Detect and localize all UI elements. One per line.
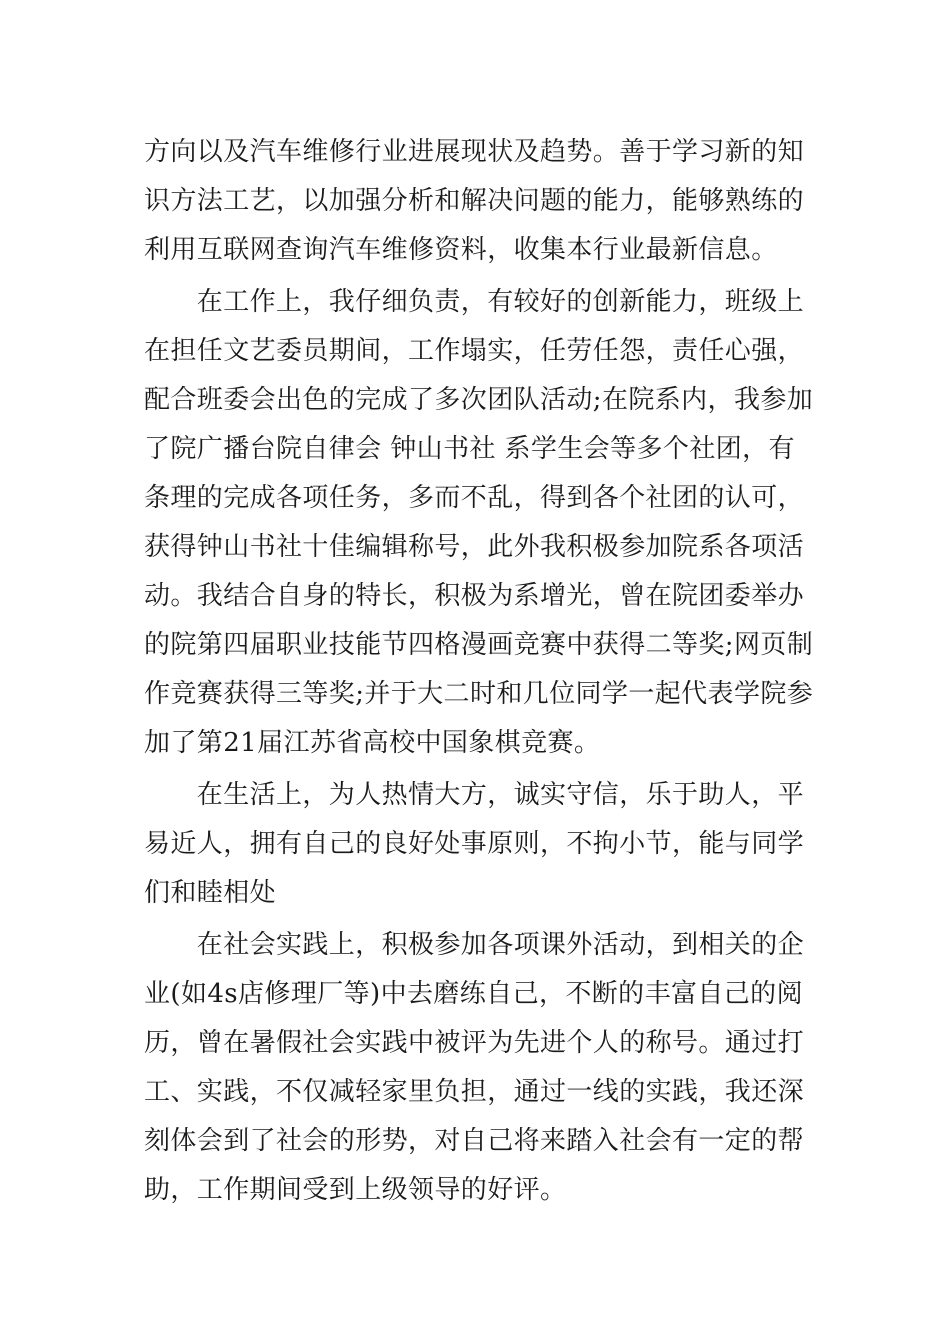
text-line: 们和睦相处 xyxy=(144,878,277,908)
text-line: 了院广播台院自律会 钟山书社 系学生会等多个社团，有 xyxy=(144,434,795,464)
text-line: 在工作上，我仔细负责，有较好的创新能力，班级上 xyxy=(144,287,805,317)
text-line: 易近人，拥有自己的良好处事原则，不拘小节，能与同学 xyxy=(144,829,805,859)
text-line: 刻体会到了社会的形势，对自己将来踏入社会有一定的帮 xyxy=(144,1126,805,1156)
paragraph-work xyxy=(144,278,814,768)
document-page xyxy=(144,128,814,1215)
text-line: 历，曾在暑假社会实践中被评为先进个人的称号。通过打 xyxy=(144,1028,805,1058)
text-line: 作竞赛获得三等奖;并于大二时和几位同学一起代表学院参 xyxy=(144,679,814,709)
text-line: 在生活上，为人热情大方，诚实守信，乐于助人，平 xyxy=(144,780,805,810)
text-line: 获得钟山书社十佳编辑称号，此外我积极参加院系各项活 xyxy=(144,532,805,562)
text-line: 条理的完成各项任务，多而不乱，得到各个社团的认可， xyxy=(144,483,805,513)
text-line: 在担任文艺委员期间，工作塌实，任劳任怨，责任心强， xyxy=(144,336,805,366)
text-line: 动。我结合自身的特长，积极为系增光，曾在院团委举办 xyxy=(144,581,805,611)
text-line: 配合班委会出色的完成了多次团队活动;在院系内，我参加 xyxy=(144,385,814,415)
text-line: 在社会实践上，积极参加各项课外活动，到相关的企 xyxy=(144,930,805,960)
paragraph-study xyxy=(144,128,806,275)
text-line: 业(如4s店修理厂等)中去磨练自己，不断的丰富自己的阅 xyxy=(144,979,803,1009)
text-line: 方向以及汽车维修行业进展现状及趋势。善于学习新的知 xyxy=(144,137,805,167)
text-line: 工、实践，不仅减轻家里负担，通过一线的实践，我还深 xyxy=(144,1077,805,1107)
text-line: 的院第四届职业技能节四格漫画竞赛中获得二等奖;网页制 xyxy=(144,630,814,660)
text-line: 助，工作期间受到上级领导的好评。 xyxy=(144,1175,567,1205)
paragraph-practice xyxy=(144,921,806,1215)
text-line: 加了第21届江苏省高校中国象棋竞赛。 xyxy=(144,728,601,758)
text-line: 识方法工艺，以加强分析和解决问题的能力，能够熟练的 xyxy=(144,186,805,216)
text-line: 利用互联网查询汽车维修资料，收集本行业最新信息。 xyxy=(144,235,778,265)
paragraph-life xyxy=(144,771,806,918)
